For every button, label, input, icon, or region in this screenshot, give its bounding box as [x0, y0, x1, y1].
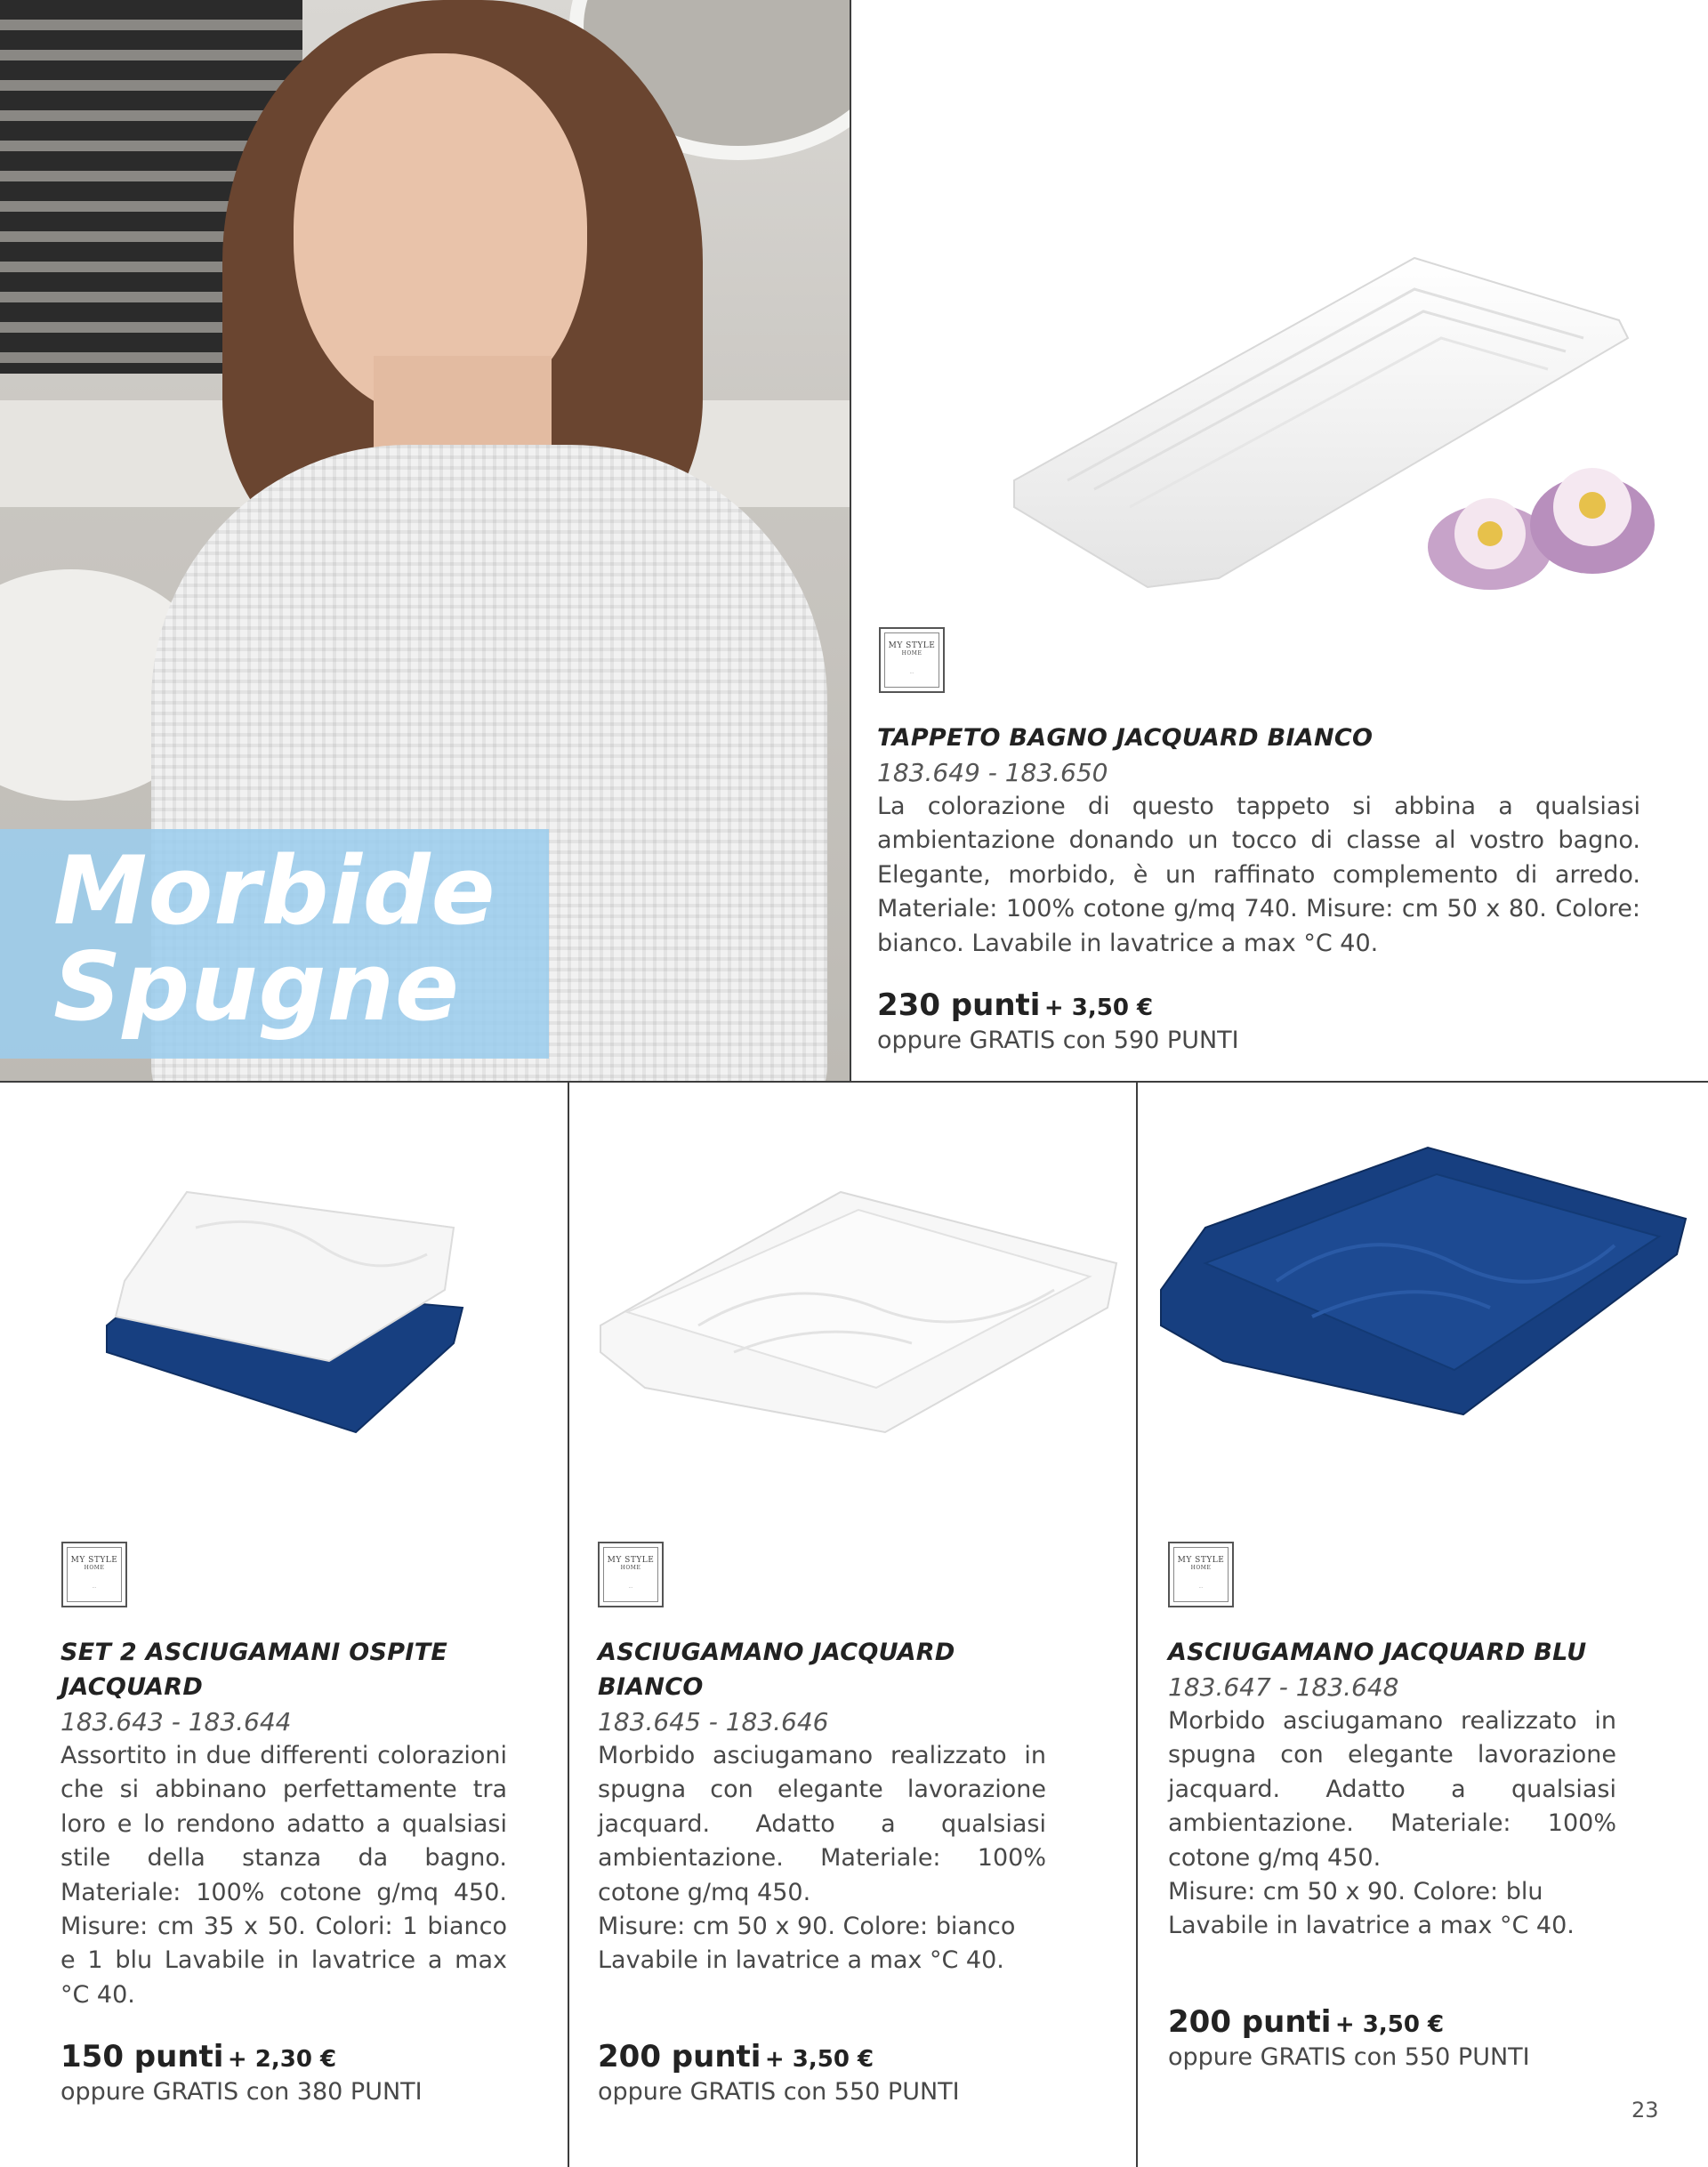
divider-col-2 [1136, 1082, 1138, 2167]
product-codes: 183.645 - 183.646 [598, 1707, 829, 1736]
brand-badge-line-1: MY STYLE [1177, 1556, 1225, 1565]
white-towel-image [592, 1156, 1125, 1450]
divider-hero [850, 0, 851, 1082]
bath-mat-image [996, 240, 1681, 658]
product-extra-cost: + 3,50 € [1043, 995, 1154, 1022]
brand-badge-line-2: HOME [620, 1565, 641, 1571]
headline-line-2: Spugne [53, 932, 460, 1042]
product-title: ASCIUGAMANO JACQUARD BIANCO [598, 1639, 955, 1701]
product-points: 200 punti [598, 2038, 761, 2074]
brand-badge-line-3: ... [92, 1584, 97, 1590]
product-alternative-price: oppure GRATIS con 550 PUNTI [1168, 2042, 1530, 2071]
product-blue-towel [1168, 1635, 1616, 2075]
product-extra-cost: + 3,50 € [764, 2045, 874, 2073]
hero-photo [0, 0, 850, 1082]
product-description-size: Misure: cm 50 x 90. Colore: bianco [598, 1913, 1016, 1941]
divider-horizontal [0, 1081, 1708, 1083]
page-number: 23 [1631, 2098, 1659, 2123]
product-description-size: Misure: cm 50 x 90. Colore: blu [1168, 1878, 1543, 1906]
brand-badge-line-2: HOME [84, 1565, 105, 1571]
product-description: La colorazione di questo tappeto si abbina a qualsiasi ambientazione donando un tocco di classe al vostro bagno. Elegante, morbido, è un raffinato complemento di arredo. Materiale: 100% cotone g/mq 740. Misure: cm 50 x 80. Colore: bianco. Lavabile in lavatrice a max °C 40. [877, 793, 1640, 957]
product-alternative-price: oppure GRATIS con 590 PUNTI [877, 1027, 1239, 1055]
brand-badge [598, 1542, 664, 1607]
product-description: Assortito in due differenti colorazioni che si abbinano perfettamente tra loro e lo rendono adatto a qualsiasi stile della stanza da bagno. Materiale: 100% cotone g/mq 450. Misure: cm 35 x 50. Colori: 1 bianco e 1 blu Lavabile in lavatrice a max °C 40. [60, 1742, 507, 2009]
brand-badge [1168, 1542, 1234, 1607]
product-extra-cost: + 3,50 € [1334, 2010, 1445, 2038]
headline-line-1: Morbide [53, 836, 496, 946]
product-extra-cost: + 2,30 € [227, 2046, 337, 2074]
product-description-care: Lavabile in lavatrice a max °C 40. [598, 1946, 1004, 1975]
product-alternative-price: oppure GRATIS con 550 PUNTI [598, 2077, 960, 2106]
product-description: Morbido asciugamano realizzato in spugna con elegante lavorazione jacquard. Adatto a qualsiasi ambientazione. Materiale: 100% cotone g/mq 450. [598, 1742, 1046, 1906]
product-description: Morbido asciugamano realizzato in spugna con elegante lavorazione jacquard. Adatto a qualsiasi ambientazione. Materiale: 100% cotone g/mq 450. [1168, 1707, 1616, 1872]
product-price [598, 2039, 1046, 2074]
brand-badge-line-2: HOME [901, 650, 922, 657]
product-title: ASCIUGAMANO JACQUARD BLU [1168, 1639, 1587, 1666]
product-white-towel [598, 1635, 1046, 2110]
product-bath-mat [877, 721, 1640, 1059]
brand-badge-line-3: ... [909, 670, 914, 675]
brand-badge-line-1: MY STYLE [607, 1556, 655, 1565]
blue-towel-image [1152, 1130, 1695, 1450]
product-points: 230 punti [877, 987, 1041, 1024]
product-title-line-2: JACQUARD [60, 1673, 204, 1701]
divider-col-1 [568, 1082, 569, 2167]
product-guest-towels-set [60, 1635, 507, 2110]
product-codes: 183.649 - 183.650 [877, 758, 1108, 787]
brand-badge-line-2: HOME [1190, 1565, 1212, 1571]
brand-badge-line-3: ... [1198, 1584, 1204, 1590]
headline [53, 836, 552, 1042]
product-price [60, 2039, 507, 2074]
product-codes: 183.643 - 183.644 [60, 1707, 292, 1736]
brand-badge [879, 627, 945, 693]
product-points: 200 punti [1168, 2003, 1332, 2040]
product-title-line-1: SET 2 ASCIUGAMANI OSPITE [60, 1639, 448, 1666]
product-description-care: Lavabile in lavatrice a max °C 40. [1168, 1912, 1575, 1940]
brand-badge-line-1: MY STYLE [888, 641, 936, 650]
product-alternative-price: oppure GRATIS con 380 PUNTI [60, 2078, 423, 2107]
guest-towels-set-image [89, 1174, 480, 1441]
brand-badge [61, 1542, 127, 1607]
product-price [1168, 2004, 1616, 2040]
brand-badge-line-1: MY STYLE [70, 1556, 118, 1565]
product-price [877, 987, 1640, 1023]
brand-badge-line-3: ... [628, 1584, 633, 1590]
product-title: TAPPETO BAGNO JACQUARD BIANCO [877, 724, 1374, 752]
product-points: 150 punti [60, 2039, 224, 2075]
lotus-flower-icon [1428, 468, 1655, 590]
product-codes: 183.647 - 183.648 [1168, 1672, 1399, 1702]
